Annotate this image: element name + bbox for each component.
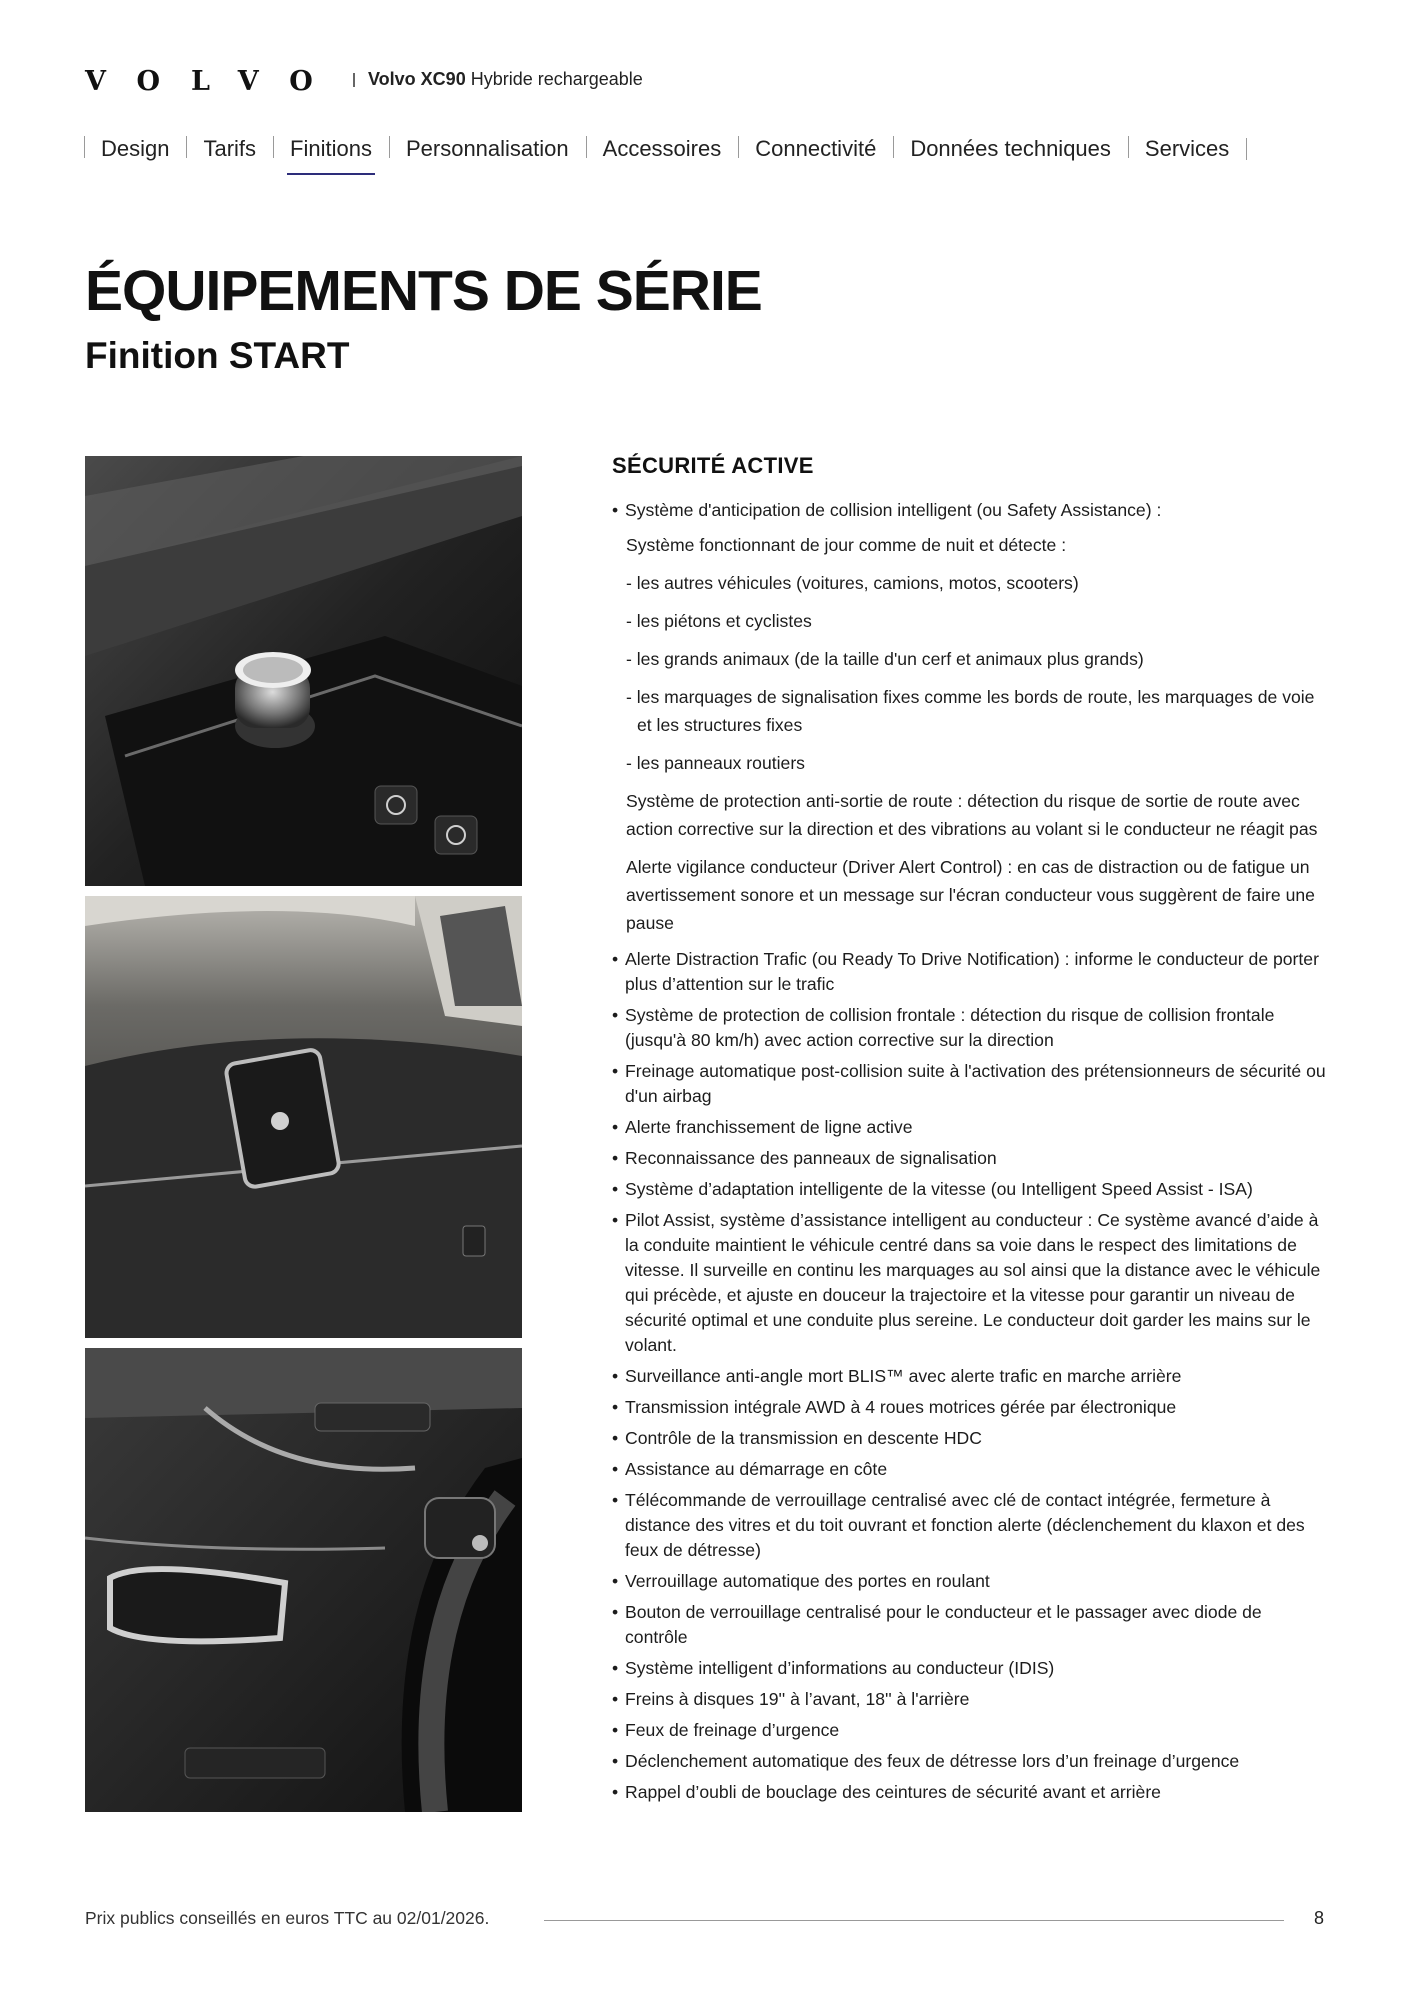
list-subitem: - les autres véhicules (voitures, camions, motos, scooters) bbox=[626, 573, 1079, 593]
steering-wheel-photo bbox=[85, 1348, 522, 1812]
list-item: • Alerte Distraction Trafic (ou Ready To Drive Notification) : informe le conducteur de porter plus d’attention sur le trafic bbox=[612, 947, 1327, 997]
list-item: • Déclenchement automatique des feux de détresse lors d’un freinage d’urgence bbox=[612, 1749, 1327, 1774]
list-item: • Assistance au démarrage en côte bbox=[612, 1457, 1327, 1482]
list-item: • Reconnaissance des panneaux de signalisation bbox=[612, 1146, 1327, 1171]
section-heading: SÉCURITÉ ACTIVE bbox=[612, 453, 814, 478]
nav-item-design[interactable]: Design bbox=[84, 132, 186, 166]
footer-note: Prix publics conseillés en euros TTC au 02/01/2026. bbox=[85, 1908, 490, 1928]
list-subitem: - les marquages de signalisation fixes comme les bords de route, les marquages de voie et les structures fixes bbox=[626, 687, 1315, 735]
list-item: • Freinage automatique post-collision suite à l'activation des prétensionneurs de sécurité ou d'un airbag bbox=[612, 1059, 1327, 1109]
equipment-list bbox=[612, 496, 1327, 1811]
gear-selector-photo bbox=[85, 456, 522, 886]
model-suffix: Hybride rechargeable bbox=[470, 69, 643, 89]
nav-item-connectivite[interactable]: Connectivité bbox=[738, 132, 893, 166]
pilot-assist-title: Pilot Assist, système d’assistance intelligent au conducteur : bbox=[625, 1210, 1093, 1230]
list-subitem: Alerte vigilance conducteur (Driver Alert Control) : en cas de distraction ou de fatigue un avertissement sonore et un message sur l'écran conducteur vous suggèrent de faire une pause bbox=[626, 857, 1315, 933]
list-item: • Bouton de verrouillage centralisé pour le conducteur et le passager avec diode de contrôle bbox=[612, 1600, 1327, 1650]
list-item: • Contrôle de la transmission en descente HDC bbox=[612, 1426, 1327, 1451]
door-panel-photo bbox=[85, 896, 522, 1338]
list-item: • Rappel d’oubli de bouclage des ceintures de sécurité avant et arrière bbox=[612, 1780, 1327, 1805]
page-subtitle: Finition START bbox=[85, 335, 350, 376]
list-item: • Surveillance anti-angle mort BLIS™ avec alerte trafic en marche arrière bbox=[612, 1364, 1327, 1389]
list-item: • Système intelligent d’informations au conducteur (IDIS) bbox=[612, 1656, 1327, 1681]
list-subitem: - les piétons et cyclistes bbox=[626, 611, 812, 631]
page-number: 8 bbox=[1314, 1908, 1325, 1928]
footer-divider bbox=[544, 1920, 1284, 1921]
nav-item-finitions[interactable]: Finitions bbox=[273, 132, 389, 166]
list-item: • Système d'anticipation de collision intelligent (ou Safety Assistance) : bbox=[612, 496, 1327, 524]
list-subitem: Système de protection anti-sortie de route : détection du risque de sortie de route avec action corrective sur la direction et des vibrations au volant si le conducteur ne réagit pas bbox=[626, 791, 1318, 839]
nav-item-services[interactable]: Services bbox=[1128, 132, 1246, 166]
nav-item-personnalisation[interactable]: Personnalisation bbox=[389, 132, 586, 166]
top-navigation bbox=[84, 132, 1247, 166]
nav-item-tarifs[interactable]: Tarifs bbox=[186, 132, 273, 166]
nav-item-accessoires[interactable]: Accessoires bbox=[586, 132, 739, 166]
list-item: • Alerte franchissement de ligne active bbox=[612, 1115, 1327, 1140]
list-item: • Transmission intégrale AWD à 4 roues motrices gérée par électronique bbox=[612, 1395, 1327, 1420]
list-item: • Feux de freinage d’urgence bbox=[612, 1718, 1327, 1743]
pilot-assist-description: Ce système avancé d’aide à la conduite maintient le véhicule centré dans sa voie dans le respect des limitations de vitesse. Il surveille en continu les marquages au sol ainsi que la distance avec le véhicule qui précède, et ajuste en douceur la trajectoire et la vitesse pour garantir un niveau de sécurité optimal et une conduite plus sereine. Le conducteur doit garder les mains sur le volant. bbox=[625, 1210, 1321, 1355]
nav-divider bbox=[1246, 138, 1247, 160]
list-item-pilot-assist bbox=[612, 1208, 1327, 1358]
list-subitem: Système fonctionnant de jour comme de nuit et détecte : bbox=[626, 535, 1067, 555]
list-item: • Télécommande de verrouillage centralisé avec clé de contact intégrée, fermeture à distance des vitres et du toit ouvrant et fonction alerte (déclenchement du klaxon et des feux de détresse) bbox=[612, 1488, 1327, 1563]
list-subitem: - les panneaux routiers bbox=[626, 753, 805, 773]
nav-item-donnees-techniques[interactable]: Données techniques bbox=[893, 132, 1128, 166]
list-item: • Verrouillage automatique des portes en roulant bbox=[612, 1569, 1327, 1594]
list-subitem: - les grands animaux (de la taille d'un cerf et animaux plus grands) bbox=[626, 649, 1144, 669]
list-item: • Freins à disques 19'' à l’avant, 18'' à l'arrière bbox=[612, 1687, 1327, 1712]
header-divider bbox=[353, 73, 355, 87]
model-name: Volvo XC90 bbox=[368, 69, 466, 89]
page-title: ÉQUIPEMENTS DE SÉRIE bbox=[85, 259, 762, 323]
volvo-logo: VOLVO bbox=[85, 66, 344, 97]
list-item: • Système d’adaptation intelligente de la vitesse (ou Intelligent Speed Assist - ISA) bbox=[612, 1177, 1327, 1202]
model-label bbox=[368, 69, 643, 90]
list-item: • Système de protection de collision frontale : détection du risque de collision frontale (jusqu'à 80 km/h) avec action corrective sur la direction bbox=[612, 1003, 1327, 1053]
